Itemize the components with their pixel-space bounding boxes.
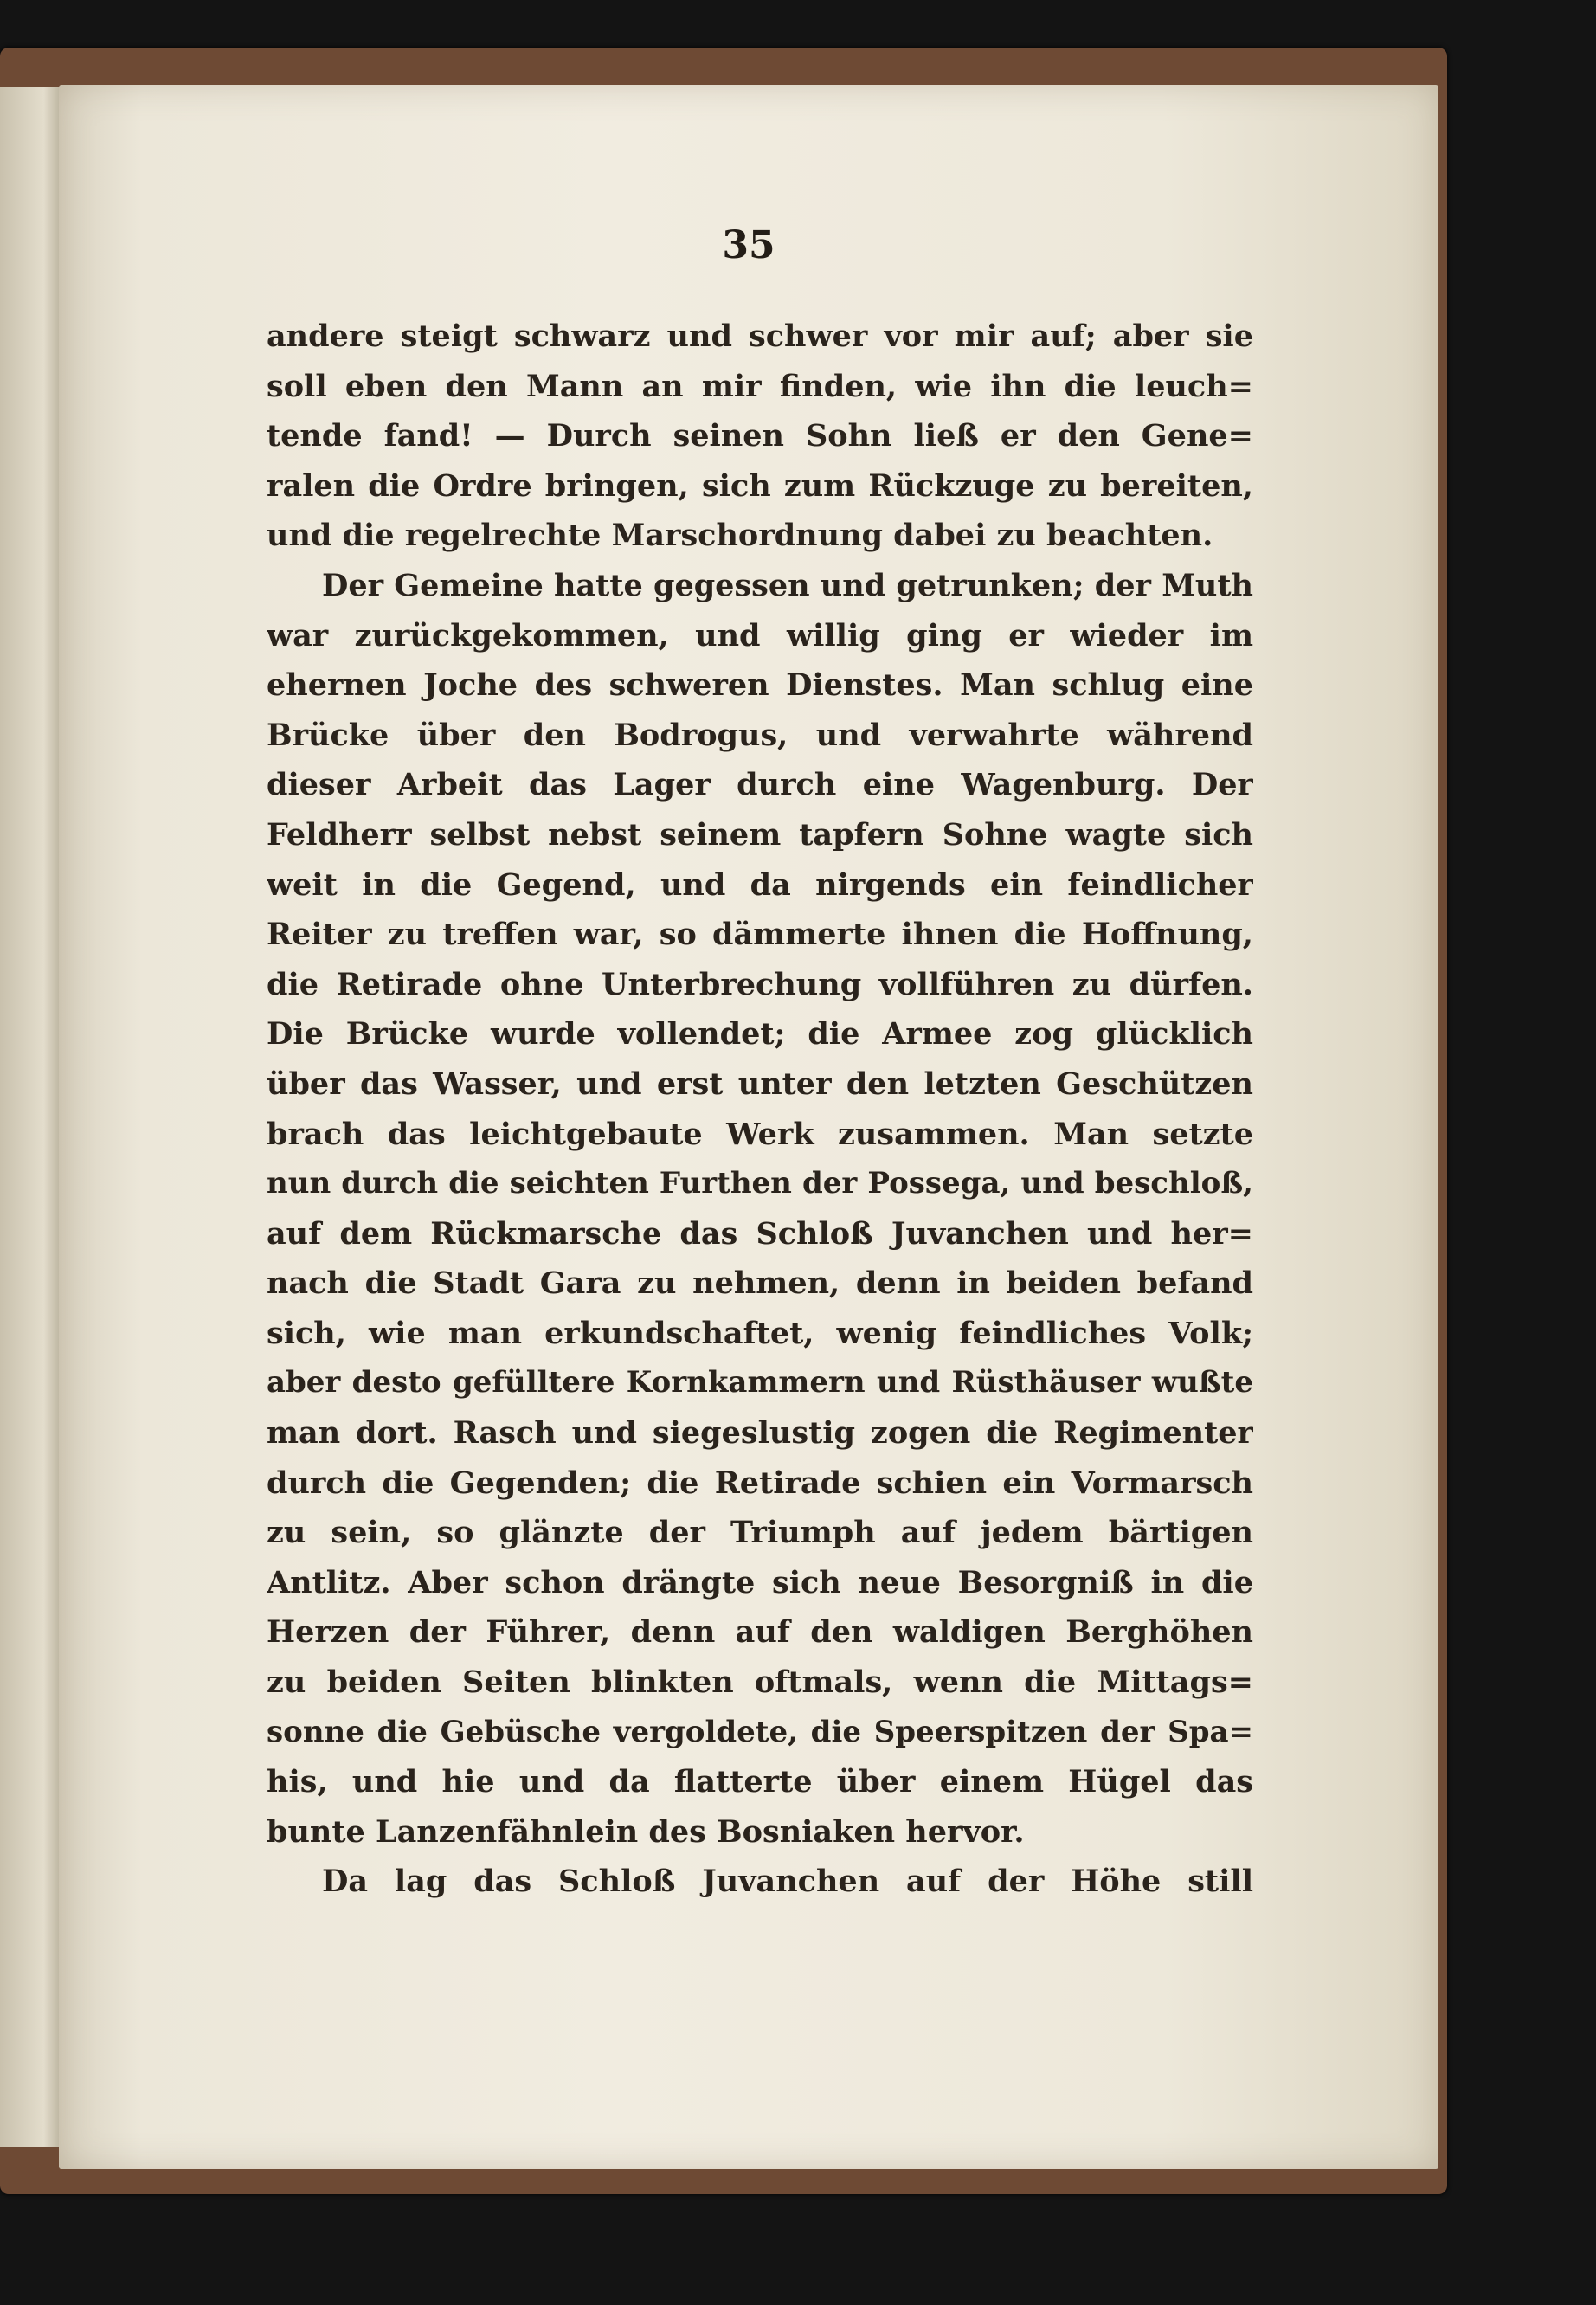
text-line: Die Brücke wurde vollendet; die Armee zog glücklich <box>267 1016 1253 1053</box>
text-line: soll eben den Mann an mir finden, wie ihn die leuch= <box>267 368 1253 404</box>
book-page <box>59 85 1438 2169</box>
page-number: 35 <box>722 223 775 267</box>
text-line: ralen die Ordre bringen, sich zum Rückzuge zu bereiten, <box>267 467 1253 504</box>
text-line: man dort. Rasch und siegeslustig zogen die Regimenter <box>267 1415 1253 1452</box>
text-line: war zurückgekommen, und willig ging er wieder im <box>267 617 1253 654</box>
text-line: his, und hie und da flatterte über einem Hügel das <box>267 1764 1253 1800</box>
text-line: andere steigt schwarz und schwer vor mir auf; aber sie <box>267 319 1253 354</box>
text-line: zu beiden Seiten blinkten oftmals, wenn die Mittags= <box>267 1664 1253 1701</box>
text-line: auf dem Rückmarsche das Schloß Juvanchen und her= <box>267 1215 1253 1252</box>
text-line: über das Wasser, und erst unter den letzten Geschützen <box>267 1066 1253 1102</box>
text-line: Reiter zu treffen war, so dämmerte ihnen die Hoffnung, <box>267 917 1253 953</box>
text-line: Brücke über den Bodrogus, und verwahrte während <box>267 717 1253 753</box>
text-line: nach die Stadt Gara zu nehmen, denn in beiden befand <box>267 1265 1253 1302</box>
text-line: Der Gemeine hatte gegessen und getrunken; der Muth <box>322 567 1253 603</box>
facing-page-edge <box>0 87 62 2147</box>
text-line: durch die Gegenden; die Retirade schien ein Vormarsch <box>267 1465 1253 1501</box>
text-line: Da lag das Schloß Juvanchen auf der Höhe still <box>322 1864 1253 1900</box>
text-line: Herzen der Führer, denn auf den waldigen Berghöhen <box>267 1614 1253 1651</box>
text-line: brach das leichtgebaute Werk zusammen. Man setzte <box>267 1116 1253 1152</box>
text-line: dieser Arbeit das Lager durch eine Wagenburg. Der <box>267 767 1253 803</box>
text-line: weit in die Gegend, und da nirgends ein feindlicher <box>267 866 1253 903</box>
text-line: bunte Lanzenfähnlein des Bosniaken hervor. <box>267 1813 1025 1850</box>
text-line: ehernen Joche des schweren Dienstes. Man schlug eine <box>267 667 1253 704</box>
text-line: und die regelrechte Marschordnung dabei zu beachten. <box>267 518 1213 554</box>
text-line: tende fand! — Durch seinen Sohn ließ er den Gene= <box>267 418 1253 454</box>
text-line: Feldherr selbst nebst seinem tapfern Sohne wagte sich <box>267 816 1253 853</box>
body-text <box>267 312 1253 1907</box>
text-line: Antlitz. Aber schon drängte sich neue Besorgniß in die <box>267 1564 1253 1600</box>
text-line: die Retirade ohne Unterbrechung vollführen zu dürfen. <box>267 966 1253 1002</box>
text-line: aber desto gefülltere Kornkammern und Rüsthäuser wußte <box>267 1365 1253 1400</box>
text-line: sich, wie man erkundschaftet, wenig feindliches Volk; <box>267 1315 1253 1351</box>
text-line: sonne die Gebüsche vergoldete, die Speerspitzen der Spa= <box>267 1714 1253 1749</box>
text-line: nun durch die seichten Furthen der Possega, und beschloß, <box>267 1166 1253 1201</box>
text-line: zu sein, so glänzte der Triumph auf jedem bärtigen <box>267 1515 1253 1551</box>
